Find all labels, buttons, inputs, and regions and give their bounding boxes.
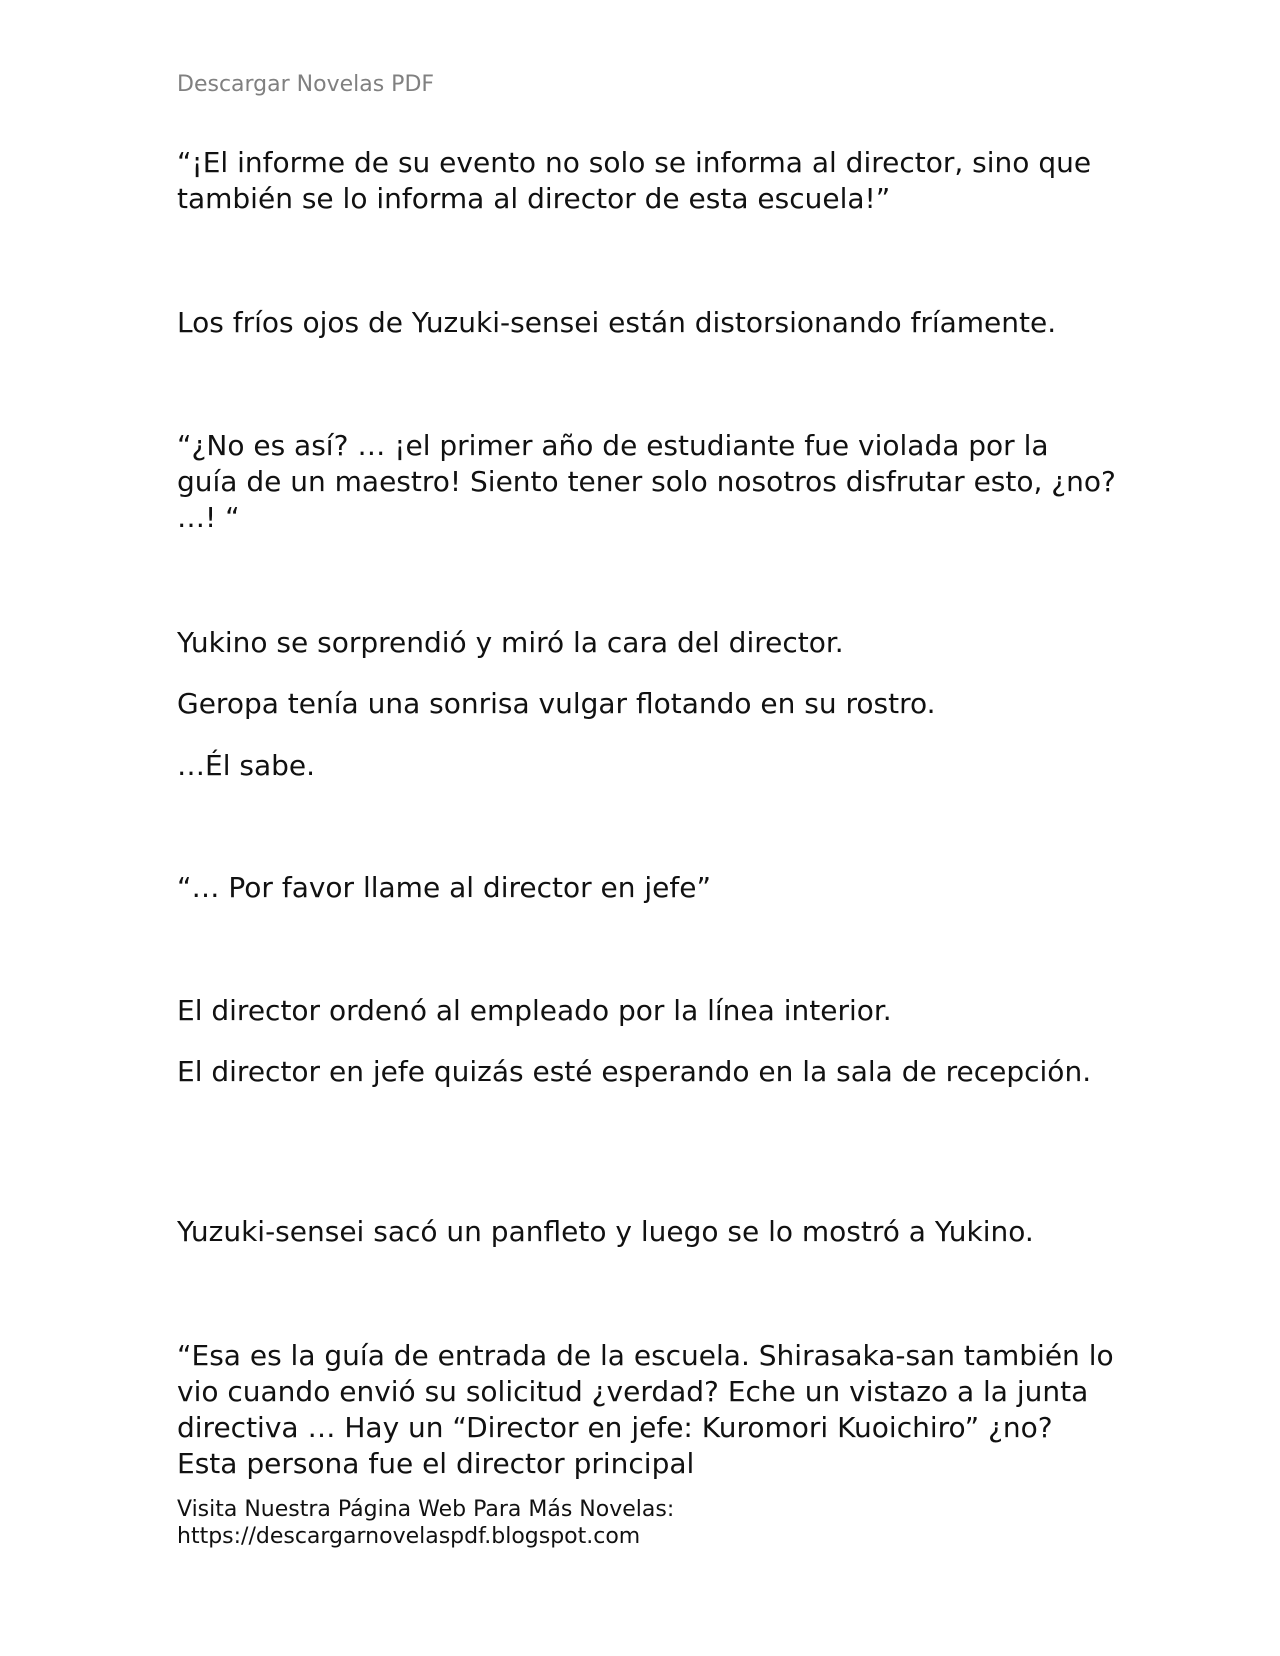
paragraph-8: El director ordenó al empleado por la línea interior. bbox=[177, 994, 892, 1027]
paragraph-2: Los fríos ojos de Yuzuki-sensei están distorsionando fríamente. bbox=[177, 306, 1057, 339]
footer-text: Visita Nuestra Página Web Para Más Novelas: bbox=[177, 1497, 675, 1522]
page-header: Descargar Novelas PDF bbox=[177, 72, 435, 97]
paragraph-5: Geropa tenía una sonrisa vulgar flotando en su rostro. bbox=[177, 687, 936, 720]
footer-url: https://descargarnovelaspdf.blogspot.com bbox=[177, 1524, 641, 1549]
paragraph-10: Yuzuki-sensei sacó un panfleto y luego se lo mostró a Yukino. bbox=[177, 1215, 1034, 1248]
paragraph-11: “Esa es la guía de entrada de la escuela. Shirasaka-san también lo vio cuando envió su solicitud ¿verdad? Eche un vistazo a la junta directiva … Hay un “Director en jefe: Kuromori Kuoichiro” ¿no? Esta persona fue el director principal bbox=[177, 1339, 1114, 1480]
paragraph-3: “¿No es así? … ¡el primer año de estudiante fue violada por la guía de un maestro! Siento tener solo nosotros disfrutar esto, ¿no? …! “ bbox=[177, 429, 1116, 534]
paragraph-7: “… Por favor llame al director en jefe” bbox=[177, 871, 711, 904]
page-footer bbox=[177, 1496, 674, 1550]
paragraph-9: El director en jefe quizás esté esperando en la sala de recepción. bbox=[177, 1055, 1092, 1088]
paragraph-6: …Él sabe. bbox=[177, 749, 316, 782]
paragraph-1: “¡El informe de su evento no solo se informa al director, sino que también se lo informa al director de esta escuela!” bbox=[177, 146, 1092, 215]
paragraph-4: Yukino se sorprendió y miró la cara del director. bbox=[177, 626, 844, 659]
